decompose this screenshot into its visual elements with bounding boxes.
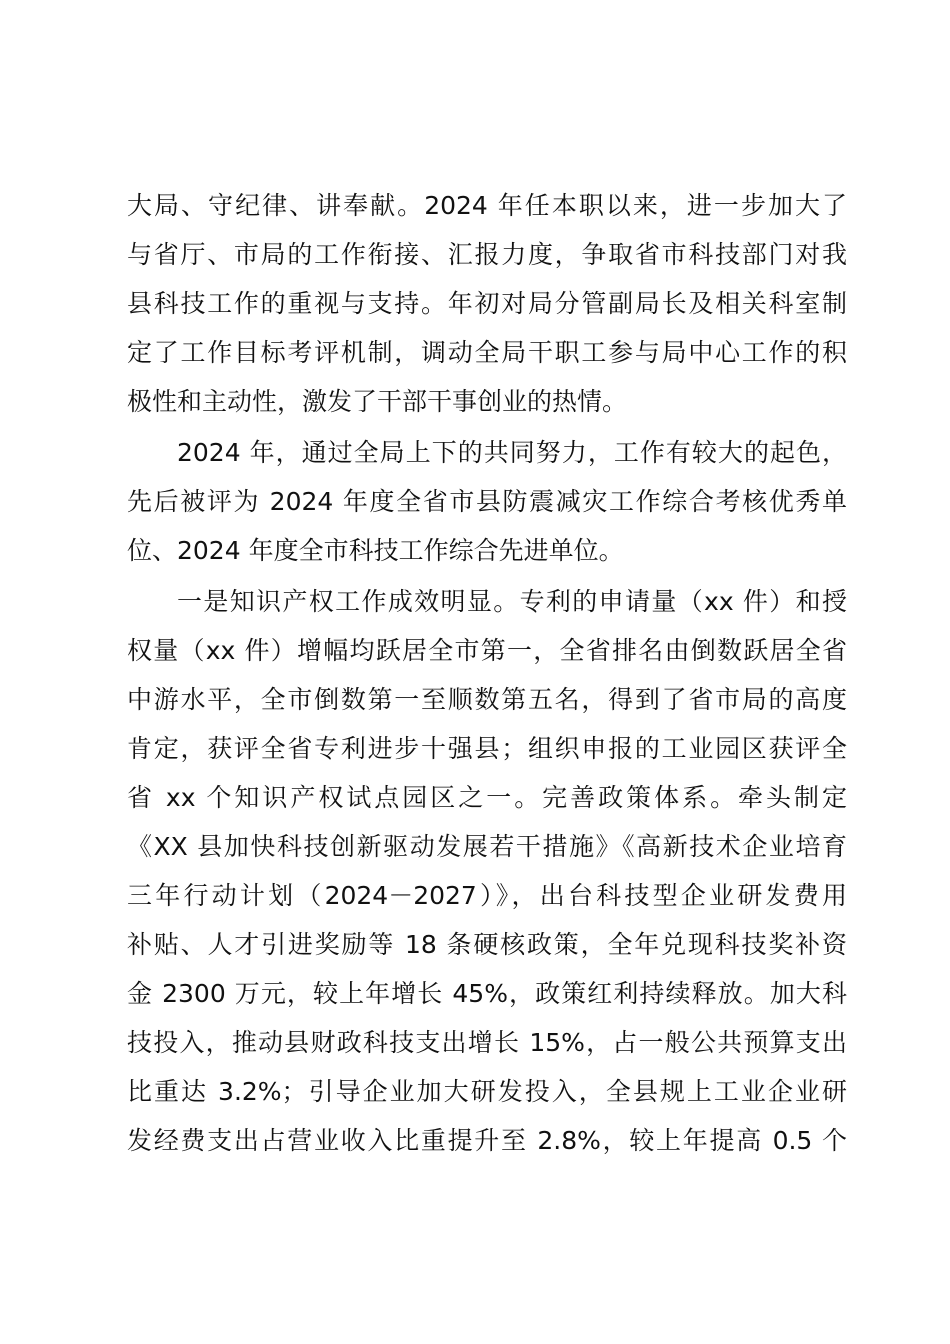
text-line-3: 县科技工作的重视与支持。年初对局分管副局长及相关科室制 xyxy=(127,289,847,318)
text-line-13: 省 xx 个知识产权试点园区之一。完善政策体系。牵头制定 xyxy=(127,783,847,812)
text-line-17: 金 2300 万元，较上年增长 45%，政策红利持续释放。加大科 xyxy=(127,979,847,1008)
text-line-20: 发经费支出占营业收入比重提升至 2.8%，较上年提高 0.5 个 xyxy=(127,1126,847,1155)
text-line-8: 位、2024 年度全市科技工作综合先进单位。 xyxy=(127,536,624,565)
text-line-2: 与省厅、市局的工作衔接、汇报力度，争取省市科技部门对我 xyxy=(127,240,847,269)
text-line-10: 权量（xx 件）增幅均跃居全市第一，全省排名由倒数跃居全省 xyxy=(127,636,847,665)
text-line-14: 《XX 县加快科技创新驱动发展若干措施》《高新技术企业培育 xyxy=(127,832,847,861)
text-line-19: 比重达 3.2%；引导企业加大研发投入，全县规上工业企业研 xyxy=(127,1077,847,1106)
text-line-4: 定了工作目标考评机制，调动全局干职工参与局中心工作的积 xyxy=(127,338,847,367)
text-line-6: 2024 年，通过全局上下的共同努力，工作有较大的起色， xyxy=(177,438,847,467)
text-line-5: 极性和主动性，激发了干部干事创业的热情。 xyxy=(127,387,628,416)
text-line-12: 肯定，获评全省专利进步十强县；组织申报的工业园区获评全 xyxy=(127,734,847,763)
text-line-7: 先后被评为 2024 年度全省市县防震减灾工作综合考核优秀单 xyxy=(127,487,847,516)
text-line-11: 中游水平，全市倒数第一至顺数第五名，得到了省市局的高度 xyxy=(127,685,847,714)
text-line-1: 大局、守纪律、讲奉献。2024 年任本职以来，进一步加大了 xyxy=(127,191,847,220)
text-line-18: 技投入，推动县财政科技支出增长 15%，占一般公共预算支出 xyxy=(127,1028,847,1057)
text-line-16: 补贴、人才引进奖励等 18 条硬核政策，全年兑现科技奖补资 xyxy=(127,930,847,959)
text-line-9: 一是知识产权工作成效明显。专利的申请量（xx 件）和授 xyxy=(177,587,847,616)
text-line-15: 三年行动计划（2024－2027）》，出台科技型企业研发费用 xyxy=(127,881,847,910)
